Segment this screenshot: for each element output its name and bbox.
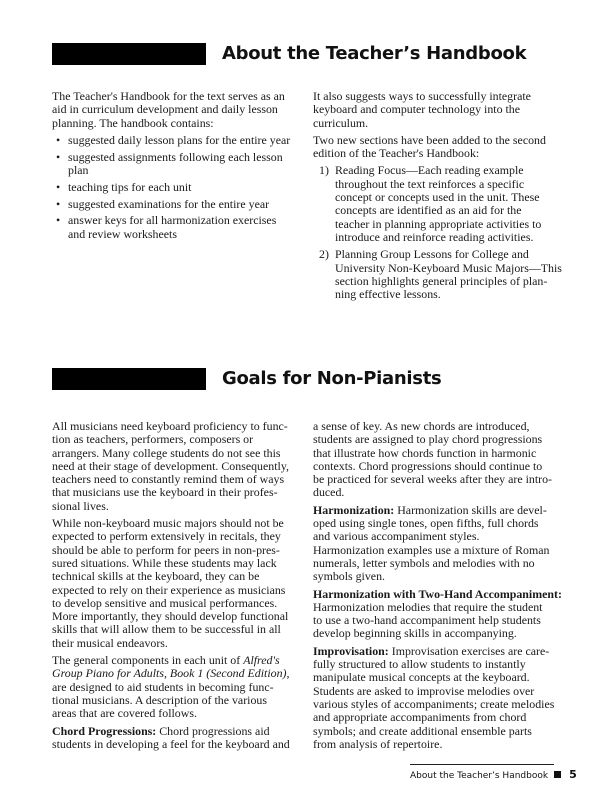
text-segment: While non-keyboard music majors should not be: [52, 516, 284, 531]
list-item: [52, 134, 302, 147]
paragraph: [52, 654, 302, 720]
text-line: [68, 164, 302, 177]
italic-title: Group Piano for Adults, Book 1 (Second Edition),: [52, 666, 290, 681]
text-line: [52, 584, 302, 597]
paragraph: [313, 645, 563, 751]
text-line: [68, 181, 302, 194]
paragraph: [52, 725, 302, 752]
text-segment: sured situations. While these students may lack: [52, 555, 277, 570]
text-segment: that illustrate how chords function in harmonic: [313, 445, 537, 460]
list-item: [52, 198, 302, 211]
numbered-item: [313, 164, 563, 244]
text-line: [52, 654, 302, 667]
text-segment: to develop sensitive and musical performances.: [52, 595, 278, 610]
footer-running-title: About the Teacher’s Handbook: [410, 771, 549, 781]
text-segment: tion as teachers, performers, composers or: [52, 432, 254, 447]
list-item: [52, 151, 302, 178]
text-segment: and appropriate accompaniments from chord: [313, 710, 527, 725]
bold-lead-in: Improvisation:: [313, 643, 389, 658]
text-line: [313, 117, 563, 130]
section-title-handbook: About the Teacher’s Handbook: [222, 43, 527, 64]
text-line: [335, 178, 563, 191]
paragraph: [313, 90, 563, 130]
handbook-right-column: [313, 90, 563, 305]
text-segment: It also suggests ways to successfully integrate: [313, 89, 531, 103]
text-segment: planning. The handbook contains:: [52, 115, 214, 130]
text-line: [52, 570, 302, 583]
text-line: [313, 134, 563, 147]
text-segment: contexts. Chord progressions should continue to: [313, 458, 543, 473]
text-segment: Two new sections have been added to the second: [313, 132, 546, 147]
text-line: [313, 433, 563, 446]
text-line: [313, 530, 563, 543]
text-line: [335, 262, 563, 275]
text-line: [335, 231, 563, 244]
text-segment: All musicians need keyboard proficiency to func-: [52, 419, 288, 433]
text-segment: students are assigned to play chord progressions: [313, 432, 543, 447]
text-segment: from analysis of repertoire.: [313, 736, 443, 751]
text-segment: and review worksheets: [68, 226, 177, 241]
text-line: [52, 447, 302, 460]
text-segment: fully structured to allow students to instantly: [313, 657, 526, 672]
text-segment: introduce and reinforce reading activities.: [335, 229, 534, 244]
text-line: [52, 667, 302, 680]
text-line: [52, 530, 302, 543]
text-segment: answer keys for all harmonization exercises: [68, 213, 277, 228]
paragraph: [313, 588, 563, 641]
text-line: [52, 486, 302, 499]
text-segment: symbols given.: [313, 569, 386, 584]
text-segment: teachers need to constantly remind them of ways: [52, 472, 285, 487]
text-line: [313, 90, 563, 103]
text-line: [52, 610, 302, 623]
text-line: [52, 557, 302, 570]
text-segment: are designed to aid students in becoming func-: [52, 679, 274, 694]
text-line: [52, 637, 302, 650]
text-segment: be practiced for several weeks after they are intro-: [313, 472, 553, 487]
text-line: [68, 134, 302, 147]
goals-left-column: [52, 420, 302, 755]
text-segment: a sense of key. As new chords are introduced,: [313, 419, 530, 433]
text-line: [313, 557, 563, 570]
text-line: [52, 117, 302, 130]
numbered-item: [313, 248, 563, 301]
text-segment: Harmonization examples use a mixture of Roman: [313, 542, 550, 557]
text-segment: need at their stage of development. Consequently,: [52, 458, 289, 473]
text-line: [52, 103, 302, 116]
text-line: [313, 486, 563, 499]
text-line: [52, 544, 302, 557]
paragraph: [52, 517, 302, 650]
text-line: [313, 517, 563, 530]
section-bar-decoration: [52, 43, 206, 65]
text-segment: Harmonization melodies that require the student: [313, 599, 543, 614]
text-line: [313, 544, 563, 557]
bullet-list: [52, 134, 302, 241]
text-segment: throughout the text reinforces a specific: [335, 176, 525, 191]
text-line: [335, 218, 563, 231]
text-segment: various styles of accompaniments; create melodies: [313, 696, 555, 711]
text-line: [313, 588, 563, 601]
text-segment: Chord progressions aid: [156, 723, 270, 738]
text-segment: curriculum.: [313, 115, 369, 130]
bullet-icon: •: [56, 149, 61, 164]
text-segment: suggested daily lesson plans for the entire year: [68, 132, 291, 147]
page-footer: [410, 764, 577, 781]
text-segment: teaching tips for each unit: [68, 179, 192, 194]
text-line: [335, 164, 563, 177]
text-line: [68, 151, 302, 164]
text-segment: arrangers. Many college students do not see this: [52, 445, 281, 460]
text-line: [52, 707, 302, 720]
text-line: [313, 147, 563, 160]
italic-title: Alfred's: [243, 653, 280, 668]
text-segment: students in developing a feel for the keyboard and: [52, 736, 290, 751]
text-line: [313, 725, 563, 738]
text-segment: that musicians use the keyboard in their profes-: [52, 485, 278, 500]
text-segment: Reading Focus—Each reading example: [335, 163, 524, 178]
bullet-icon: •: [56, 196, 61, 211]
bullet-icon: •: [56, 132, 61, 147]
text-segment: University Non-Keyboard Music Majors—This: [335, 260, 562, 275]
text-line: [313, 645, 563, 658]
list-item: [52, 181, 302, 194]
text-segment: The Teacher's Handbook for the text serves as an: [52, 89, 285, 103]
paragraph: [313, 420, 563, 500]
text-line: [313, 420, 563, 433]
text-line: [313, 473, 563, 486]
text-line: [313, 658, 563, 671]
text-line: [313, 671, 563, 684]
text-segment: plan: [68, 162, 89, 177]
text-line: [313, 614, 563, 627]
text-line: [313, 711, 563, 724]
text-segment: tional musicians. A description of the various: [52, 692, 267, 707]
text-segment: manipulate musical concepts at the keyboard.: [313, 670, 530, 685]
numbered-list: [313, 164, 563, 301]
text-line: [52, 623, 302, 636]
text-line: [68, 198, 302, 211]
text-segment: symbols; and create additional ensemble parts: [313, 723, 532, 738]
text-segment: section highlights general principles of plan-: [335, 273, 548, 288]
text-line: [52, 420, 302, 433]
text-segment: their musical endeavors.: [52, 635, 168, 650]
text-line: [313, 447, 563, 460]
text-segment: technical skills at the keyboard, they can be: [52, 569, 260, 584]
text-line: [335, 288, 563, 301]
text-segment: oped using single tones, open fifths, full chords: [313, 516, 539, 531]
text-segment: Students are asked to improvise melodies over: [313, 683, 535, 698]
text-segment: Planning Group Lessons for College and: [335, 247, 529, 262]
text-line: [52, 725, 302, 738]
text-segment: areas that are covered follows.: [52, 706, 197, 721]
text-line: [313, 103, 563, 116]
square-bullet-icon: [554, 771, 561, 778]
text-line: [52, 517, 302, 530]
text-segment: sional lives.: [52, 498, 109, 513]
text-line: [313, 738, 563, 751]
text-line: [52, 694, 302, 707]
text-segment: skills that will allow them to be successful in all: [52, 622, 281, 637]
item-number: 1): [319, 163, 329, 178]
text-segment: concepts are identified as an aid for the: [335, 203, 522, 218]
text-line: [52, 597, 302, 610]
page-number: 5: [569, 768, 577, 781]
text-line: [313, 698, 563, 711]
bullet-icon: •: [56, 179, 61, 194]
text-line: [52, 90, 302, 103]
text-segment: The general components in each unit of: [52, 653, 244, 668]
text-line: [68, 228, 302, 241]
text-segment: to use a two-hand accompaniment help students: [313, 613, 541, 628]
text-segment: duced.: [313, 485, 345, 500]
text-segment: numerals, letter symbols and melodies with no: [313, 555, 535, 570]
text-line: [52, 500, 302, 513]
bold-lead-in: Chord Progressions:: [52, 723, 157, 738]
text-line: [313, 460, 563, 473]
text-segment: expected to rely on their experience as musicians: [52, 582, 286, 597]
text-line: [335, 204, 563, 217]
text-line: [68, 214, 302, 227]
text-segment: should be able to perform for peers in non-pres-: [52, 542, 280, 557]
bullet-icon: •: [56, 213, 61, 228]
section-bar-decoration: [52, 368, 206, 390]
text-line: [313, 627, 563, 640]
text-segment: ning effective lessons.: [335, 287, 441, 302]
text-segment: suggested examinations for the entire year: [68, 196, 270, 211]
text-line: [52, 473, 302, 486]
bold-lead-in: Harmonization with Two-Hand Accompaniment:: [313, 586, 562, 601]
text-segment: aid in curriculum development and daily lesson: [52, 102, 278, 117]
text-line: [52, 738, 302, 751]
text-line: [313, 601, 563, 614]
text-line: [313, 685, 563, 698]
list-item: [52, 214, 302, 241]
text-segment: Improvisation exercises are care-: [388, 643, 550, 658]
section-title-goals: Goals for Non-Pianists: [222, 368, 442, 389]
text-line: [335, 191, 563, 204]
text-segment: More importantly, they should develop functional: [52, 609, 289, 624]
text-line: [52, 681, 302, 694]
text-line: [335, 248, 563, 261]
text-segment: edition of the Teacher's Handbook:: [313, 146, 480, 161]
text-line: [313, 504, 563, 517]
paragraph: [52, 420, 302, 513]
text-segment: teacher in planning appropriate activities to: [335, 216, 542, 231]
text-line: [335, 275, 563, 288]
text-segment: keyboard and computer technology into the: [313, 102, 521, 117]
text-line: [313, 570, 563, 583]
text-segment: suggested assignments following each lesson: [68, 149, 283, 164]
paragraph: [52, 90, 302, 130]
text-segment: and various accompaniment styles.: [313, 529, 480, 544]
paragraph: [313, 504, 563, 584]
text-line: [52, 433, 302, 446]
goals-right-column: [313, 420, 563, 755]
text-segment: Harmonization skills are devel-: [394, 502, 547, 517]
text-segment: concept or concepts used in the unit. These: [335, 190, 540, 205]
bold-lead-in: Harmonization:: [313, 502, 395, 517]
paragraph: [313, 134, 563, 161]
handbook-left-column: [52, 90, 302, 244]
text-line: [52, 460, 302, 473]
text-segment: expected to perform extensively in recitals, they: [52, 529, 281, 544]
text-segment: develop beginning skills in accompanying.: [313, 626, 517, 641]
item-number: 2): [319, 247, 329, 262]
